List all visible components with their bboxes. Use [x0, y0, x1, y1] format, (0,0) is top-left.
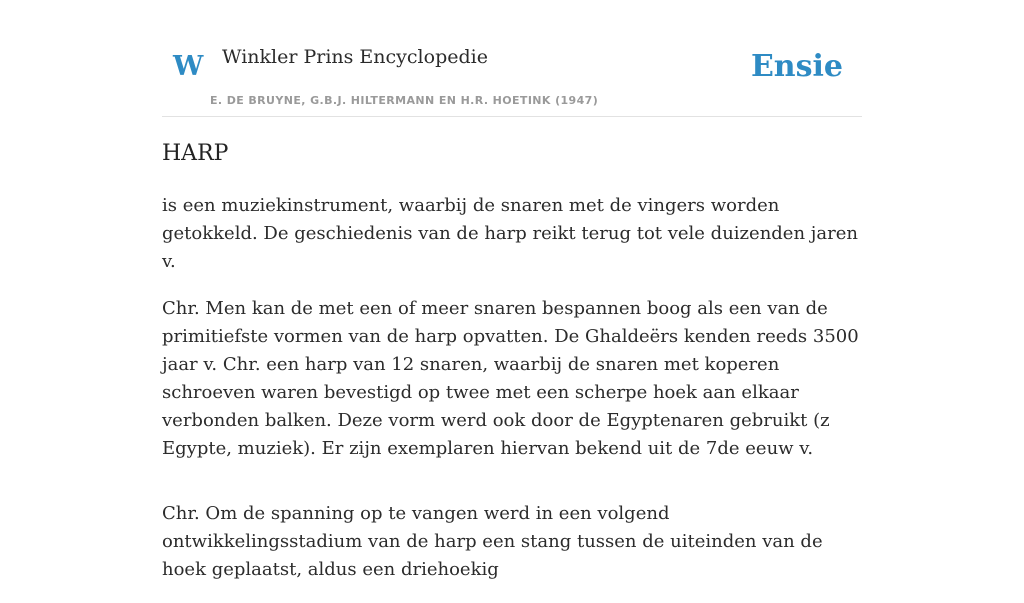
entry-title: HARP — [162, 141, 229, 166]
entry-paragraph: Chr. Men kan de met een of meer snaren bespannen boog als een van de primitiefste vormen van de harp opvatten. De Ghaldeërs kenden reeds 3500 jaar v. Chr. een harp van 12 snaren, waarbij de snaren met koperen schroeven waren bevestigd op twee met een scherpe hoek aan elkaar verbonden balken. Deze vorm werd ook door de Egyptenaren gebruikt (z Egypte, muziek). Er zijn exemplaren hiervan bekend uit de 7de eeuw v. — [162, 298, 859, 459]
publication-authors: E. DE BRUYNE, G.B.J. HILTERMANN EN H.R. HOETINK (1947) — [210, 94, 599, 107]
ensie-logo[interactable]: Ensie — [750, 49, 843, 84]
entry-body — [162, 192, 862, 603]
entry-paragraph: is een muziekinstrument, waarbij de snaren met de vingers worden getokkeld. De geschiedenis van de harp reikt terug tot vele duizenden jaren v. — [162, 195, 858, 272]
header — [162, 0, 862, 117]
publication-logo-icon[interactable]: W — [173, 51, 204, 82]
entry-paragraph: Chr. Om de spanning op te vangen werd in een volgend ontwikkelingsstadium van de harp een stang tussen de uiteinden van de hoek geplaatst, aldus een driehoekig — [162, 503, 823, 580]
publication-title[interactable]: Winkler Prins Encyclopedie — [222, 46, 488, 68]
